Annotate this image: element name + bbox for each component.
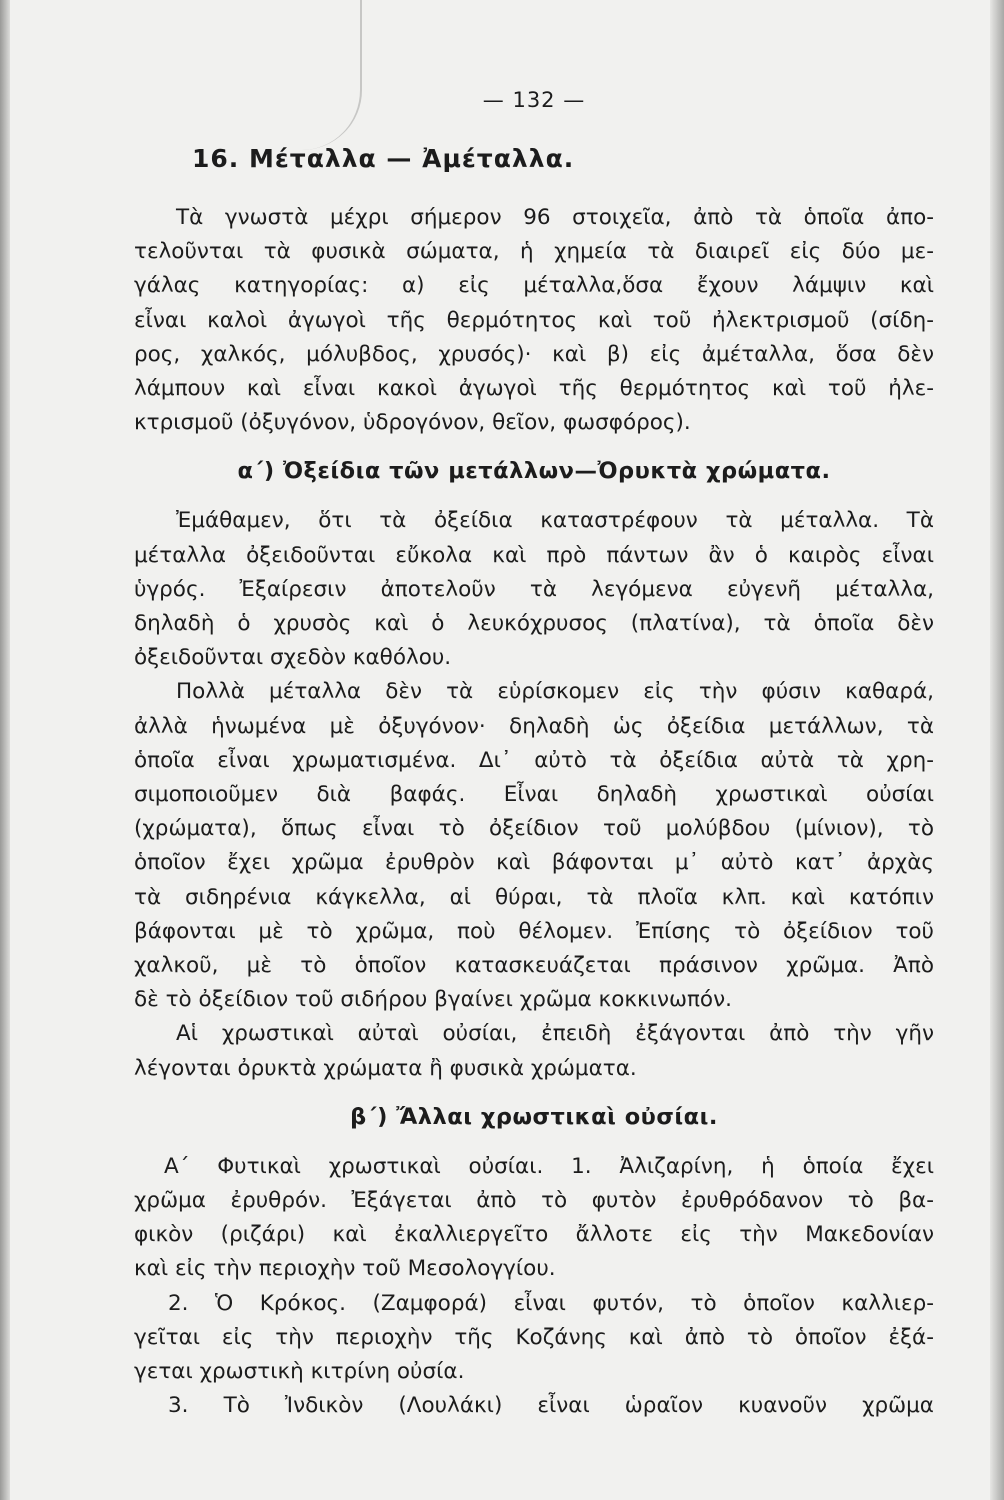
section-b-title: β΄) Ἄλλαι χρωστικαὶ οὐσίαι. xyxy=(350,1103,718,1130)
text-line: Αἱ χρωστικαὶ αὐταὶ οὐσίαι, ἐπειδὴ ἐξάγονται ἀπὸ τὴν γῆν xyxy=(176,1021,934,1047)
text-line: ὑγρός. Ἐξαίρεσιν ἀποτελοῦν τὰ λεγόμενα εὐγενῆ μέταλλα, xyxy=(134,576,934,602)
text-line: καὶ εἰς τὴν περιοχὴν τοῦ Μεσολογγίου. xyxy=(134,1256,556,1282)
text-line: τὰ σιδηρένια κάγκελλα, αἱ θύραι, τὰ πλοῖα κλπ. καὶ κατόπιν xyxy=(134,884,934,910)
text-line: Πολλὰ μέταλλα δὲν τὰ εὑρίσκομεν εἰς τὴν φύσιν καθαρά, xyxy=(176,679,934,705)
paragraph-b3 xyxy=(134,1389,934,1423)
paragraph-b1 xyxy=(134,1150,934,1287)
text-line: ρος, χαλκός, μόλυβδος, χρυσός)· καὶ β) εἰς ἀμέταλλα, ὅσα δὲν xyxy=(134,341,934,367)
text-line: χαλκοῦ, μὲ τὸ ὁποῖον κατασκευάζεται πράσινον χρῶμα. Ἀπὸ xyxy=(134,953,934,979)
text-line: λάμπουν καὶ εἶναι κακοὶ ἀγωγοὶ τῆς θερμότητος καὶ τοῦ ἠλε- xyxy=(134,376,934,402)
page-number: — 132 — xyxy=(482,88,586,112)
intro-paragraph xyxy=(134,201,934,440)
text-line: χρῶμα ἐρυθρόν. Ἐξάγεται ἀπὸ τὸ φυτὸν ἐρυθρόδανον τὸ βα- xyxy=(134,1188,934,1214)
text-line: ἀλλὰ ἡνωμένα μὲ ὀξυγόνον· δηλαδὴ ὡς ὀξείδια μετάλλων, τὰ xyxy=(134,713,934,739)
text-line: γάλας κατηγορίας: α) εἰς μέταλλα,ὅσα ἔχουν λάμψιν καὶ xyxy=(134,273,934,299)
paragraph-a2 xyxy=(134,675,934,1017)
section-a-title: α΄) Ὀξείδια τῶν μετάλλων—Ὀρυκτὰ χρώματα. xyxy=(237,458,831,485)
page-edge-right xyxy=(990,0,1004,1500)
text-line: δηλαδὴ ὁ χρυσὸς καὶ ὁ λευκόχρυσος (πλατίνα), τὰ ὁποῖα δὲν xyxy=(134,611,934,637)
page-edge-left xyxy=(0,0,10,1500)
text-line: κτρισμοῦ (ὀξυγόνον, ὑδρογόνον, θεῖον, φωσφόρος). xyxy=(134,410,691,436)
text-line: ὀξειδοῦνται σχεδὸν καθόλου. xyxy=(134,645,452,671)
text-line: ὁποῖα εἶναι χρωματισμένα. Δι᾽ αὐτὸ τὰ ὀξείδια αὐτὰ τὰ χρη- xyxy=(134,747,934,773)
text-line: γεῖται εἰς τὴν περιοχὴν τῆς Κοζάνης καὶ ἀπὸ τὸ ὁποῖον ἐξά- xyxy=(134,1324,934,1350)
text-line: Α΄ Φυτικαὶ χρωστικαὶ οὐσίαι. 1. Ἀλιζαρίνη, ἡ ὁποία ἔχει xyxy=(164,1153,934,1179)
text-line: Τὰ γνωστὰ μέχρι σήμερον 96 στοιχεῖα, ἀπὸ τὰ ὁποῖα ἀπο- xyxy=(176,205,934,230)
text-line: εἶναι καλοὶ ἀγωγοὶ τῆς θερμότητος καὶ τοῦ ἠλεκτρισμοῦ (σίδη- xyxy=(134,307,934,333)
text-line: μέταλλα ὀξειδοῦνται εὔκολα καὶ πρὸ πάντων ἂν ὁ καιρὸς εἶναι xyxy=(134,542,934,568)
text-line: βάφονται μὲ τὸ χρῶμα, ποὺ θέλομεν. Ἐπίσης τὸ ὀξείδιον τοῦ xyxy=(134,918,934,944)
text-line: λέγονται ὀρυκτὰ χρώματα ἢ φυσικὰ χρώματα. xyxy=(134,1055,637,1081)
text-line: σιμοποιοῦμεν διὰ βαφάς. Εἶναι δηλαδὴ χρωστικαὶ οὐσίαι xyxy=(134,782,934,808)
page-content xyxy=(134,88,934,1424)
paragraph-a1 xyxy=(134,504,934,675)
text-line: (χρώματα), ὅπως εἶναι τὸ ὀξείδιον τοῦ μολύβδου (μίνιον), τὸ xyxy=(134,816,934,842)
text-line: 2. Ὁ Κρόκος. (Ζαμφορά) εἶναι φυτόν, τὸ ὁποῖον καλλιερ- xyxy=(168,1290,934,1316)
text-line: 3. Τὸ Ἰνδικὸν (Λουλάκι) εἶναι ὡραῖον κυανοῦν χρῶμα xyxy=(168,1393,934,1419)
text-line: Ἐμάθαμεν, ὅτι τὰ ὀξείδια καταστρέφουν τὰ μέταλλα. Τὰ xyxy=(176,508,934,534)
text-line: γεται χρωστικὴ κιτρίνη οὐσία. xyxy=(134,1359,465,1385)
text-line: τελοῦνται τὰ φυσικὰ σώματα, ἡ χημεία τὰ διαιρεῖ εἰς δύο με- xyxy=(134,239,934,265)
chapter-title: 16. Μέταλλα — Ἀμέταλλα. xyxy=(192,144,575,173)
text-line: δὲ τὸ ὀξείδιον τοῦ σιδήρου βγαίνει χρῶμα κοκκινωπόν. xyxy=(134,987,732,1013)
text-line: φικὸν (ριζάρι) καὶ ἐκαλλιεργεῖτο ἄλλοτε εἰς τὴν Μακεδονίαν xyxy=(134,1222,934,1248)
text-line: ὁποῖον ἔχει χρῶμα ἐρυθρὸν καὶ βάφονται μ᾽ αὐτὸ κατ᾽ ἀρχὰς xyxy=(134,850,934,876)
paragraph-a3 xyxy=(134,1017,934,1085)
paragraph-b2 xyxy=(134,1287,934,1390)
